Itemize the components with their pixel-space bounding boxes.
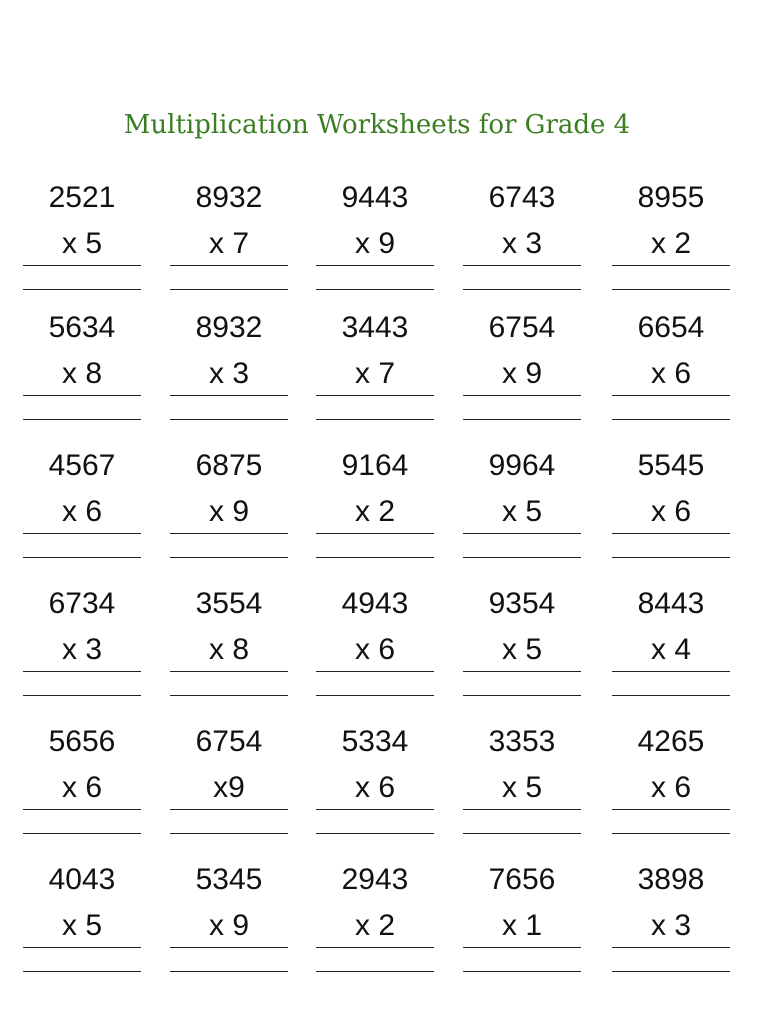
multiplicand: 5334 bbox=[341, 725, 409, 758]
multiplier: x 6 bbox=[354, 633, 396, 666]
multiplication-problem bbox=[170, 311, 288, 391]
multiplicand: 7656 bbox=[488, 863, 556, 896]
product-line bbox=[170, 671, 288, 672]
product-line bbox=[23, 265, 141, 266]
multiplier: x 2 bbox=[354, 909, 396, 942]
product-line bbox=[316, 671, 434, 672]
answer-line[interactable] bbox=[612, 971, 730, 972]
multiplicand: 6654 bbox=[637, 311, 705, 344]
multiplier: x 5 bbox=[61, 227, 103, 260]
multiplication-problem bbox=[316, 449, 434, 529]
answer-line[interactable] bbox=[316, 695, 434, 696]
multiplicand: 6743 bbox=[488, 181, 556, 214]
multiplier: x 1 bbox=[501, 909, 543, 942]
multiplier: x 4 bbox=[650, 633, 692, 666]
answer-line[interactable] bbox=[23, 419, 141, 420]
answer-line[interactable] bbox=[612, 557, 730, 558]
product-line bbox=[612, 395, 730, 396]
multiplier: x 8 bbox=[61, 357, 103, 390]
answer-line[interactable] bbox=[316, 971, 434, 972]
product-line bbox=[23, 671, 141, 672]
product-line bbox=[170, 947, 288, 948]
answer-line[interactable] bbox=[316, 833, 434, 834]
multiplicand: 4567 bbox=[48, 449, 116, 482]
multiplicand: 6754 bbox=[488, 311, 556, 344]
product-line bbox=[170, 533, 288, 534]
answer-line[interactable] bbox=[23, 971, 141, 972]
multiplication-problem bbox=[612, 863, 730, 943]
multiplication-problem bbox=[23, 181, 141, 261]
answer-line[interactable] bbox=[23, 695, 141, 696]
multiplier: x 2 bbox=[650, 227, 692, 260]
answer-line[interactable] bbox=[316, 289, 434, 290]
multiplier: x 6 bbox=[61, 771, 103, 804]
multiplicand: 6875 bbox=[195, 449, 263, 482]
multiplier: x 3 bbox=[208, 357, 250, 390]
multiplication-problem bbox=[170, 449, 288, 529]
multiplication-problem bbox=[463, 181, 581, 261]
answer-line[interactable] bbox=[170, 833, 288, 834]
multiplication-problem bbox=[170, 863, 288, 943]
product-line bbox=[612, 265, 730, 266]
multiplicand: 8932 bbox=[195, 311, 263, 344]
multiplication-problem bbox=[170, 725, 288, 805]
multiplication-problem bbox=[463, 863, 581, 943]
multiplicand: 8955 bbox=[637, 181, 705, 214]
multiplier: x 6 bbox=[354, 771, 396, 804]
multiplication-problem bbox=[463, 725, 581, 805]
multiplier: x 2 bbox=[354, 495, 396, 528]
multiplication-problem bbox=[316, 863, 434, 943]
answer-line[interactable] bbox=[463, 833, 581, 834]
multiplicand: 5345 bbox=[195, 863, 263, 896]
product-line bbox=[463, 395, 581, 396]
answer-line[interactable] bbox=[23, 833, 141, 834]
multiplier: x 8 bbox=[208, 633, 250, 666]
multiplicand: 6734 bbox=[48, 587, 116, 620]
multiplier: x 9 bbox=[208, 909, 250, 942]
multiplicand: 3443 bbox=[341, 311, 409, 344]
answer-line[interactable] bbox=[612, 695, 730, 696]
multiplication-problem bbox=[23, 311, 141, 391]
multiplicand: 9354 bbox=[488, 587, 556, 620]
product-line bbox=[316, 533, 434, 534]
multiplicand: 9964 bbox=[488, 449, 556, 482]
multiplication-problem bbox=[316, 587, 434, 667]
multiplication-problem bbox=[170, 181, 288, 261]
multiplicand: 5545 bbox=[637, 449, 705, 482]
product-line bbox=[612, 809, 730, 810]
multiplier: x 5 bbox=[501, 633, 543, 666]
multiplication-problem bbox=[23, 449, 141, 529]
multiplicand: 8932 bbox=[195, 181, 263, 214]
multiplication-problem bbox=[612, 587, 730, 667]
product-line bbox=[316, 809, 434, 810]
product-line bbox=[316, 265, 434, 266]
multiplier: x 5 bbox=[61, 909, 103, 942]
multiplication-problem bbox=[316, 311, 434, 391]
answer-line[interactable] bbox=[463, 695, 581, 696]
answer-line[interactable] bbox=[612, 289, 730, 290]
multiplier: x9 bbox=[213, 771, 245, 804]
product-line bbox=[612, 947, 730, 948]
multiplicand: 2521 bbox=[48, 181, 116, 214]
multiplication-problem bbox=[23, 587, 141, 667]
product-line bbox=[170, 395, 288, 396]
product-line bbox=[23, 533, 141, 534]
product-line bbox=[170, 265, 288, 266]
product-line bbox=[463, 671, 581, 672]
multiplier: x 3 bbox=[650, 909, 692, 942]
answer-line[interactable] bbox=[23, 289, 141, 290]
multiplicand: 9443 bbox=[341, 181, 409, 214]
multiplier: x 7 bbox=[354, 357, 396, 390]
answer-line[interactable] bbox=[170, 971, 288, 972]
product-line bbox=[463, 533, 581, 534]
multiplication-problem bbox=[612, 449, 730, 529]
multiplication-problem bbox=[316, 725, 434, 805]
answer-line[interactable] bbox=[170, 695, 288, 696]
multiplier: x 9 bbox=[354, 227, 396, 260]
multiplication-problem bbox=[463, 587, 581, 667]
multiplication-problem bbox=[612, 311, 730, 391]
multiplier: x 9 bbox=[501, 357, 543, 390]
multiplier: x 6 bbox=[650, 357, 692, 390]
product-line bbox=[463, 809, 581, 810]
product-line bbox=[316, 947, 434, 948]
answer-line[interactable] bbox=[612, 419, 730, 420]
multiplication-problem bbox=[170, 587, 288, 667]
multiplication-problem bbox=[23, 863, 141, 943]
multiplicand: 8443 bbox=[637, 587, 705, 620]
product-line bbox=[612, 533, 730, 534]
product-line bbox=[316, 395, 434, 396]
product-line bbox=[463, 265, 581, 266]
product-line bbox=[23, 947, 141, 948]
multiplicand: 4265 bbox=[637, 725, 705, 758]
product-line bbox=[612, 671, 730, 672]
answer-line[interactable] bbox=[170, 557, 288, 558]
product-line bbox=[463, 947, 581, 948]
multiplicand: 3353 bbox=[488, 725, 556, 758]
product-line bbox=[23, 809, 141, 810]
multiplicand: 5634 bbox=[48, 311, 116, 344]
multiplier: x 9 bbox=[208, 495, 250, 528]
answer-line[interactable] bbox=[463, 419, 581, 420]
multiplicand: 2943 bbox=[341, 863, 409, 896]
multiplicand: 3898 bbox=[637, 863, 705, 896]
multiplier: x 3 bbox=[501, 227, 543, 260]
answer-line[interactable] bbox=[463, 971, 581, 972]
answer-line[interactable] bbox=[463, 557, 581, 558]
multiplication-problem bbox=[23, 725, 141, 805]
multiplicand: 5656 bbox=[48, 725, 116, 758]
answer-line[interactable] bbox=[170, 419, 288, 420]
multiplier: x 7 bbox=[208, 227, 250, 260]
answer-line[interactable] bbox=[316, 557, 434, 558]
multiplier: x 6 bbox=[650, 771, 692, 804]
product-line bbox=[170, 809, 288, 810]
multiplication-problem bbox=[612, 181, 730, 261]
page-title: Multiplication Worksheets for Grade 4 bbox=[123, 110, 631, 140]
answer-line[interactable] bbox=[463, 289, 581, 290]
answer-line[interactable] bbox=[612, 833, 730, 834]
multiplier: x 5 bbox=[501, 771, 543, 804]
multiplicand: 3554 bbox=[195, 587, 263, 620]
multiplier: x 6 bbox=[61, 495, 103, 528]
answer-line[interactable] bbox=[23, 557, 141, 558]
product-line bbox=[23, 395, 141, 396]
answer-line[interactable] bbox=[170, 289, 288, 290]
answer-line[interactable] bbox=[316, 419, 434, 420]
multiplier: x 5 bbox=[501, 495, 543, 528]
multiplication-problem bbox=[463, 311, 581, 391]
multiplication-problem bbox=[612, 725, 730, 805]
multiplier: x 3 bbox=[61, 633, 103, 666]
multiplicand: 4943 bbox=[341, 587, 409, 620]
multiplication-problem bbox=[463, 449, 581, 529]
multiplicand: 6754 bbox=[195, 725, 263, 758]
multiplicand: 4043 bbox=[48, 863, 116, 896]
multiplier: x 6 bbox=[650, 495, 692, 528]
multiplication-problem bbox=[316, 181, 434, 261]
multiplicand: 9164 bbox=[341, 449, 409, 482]
